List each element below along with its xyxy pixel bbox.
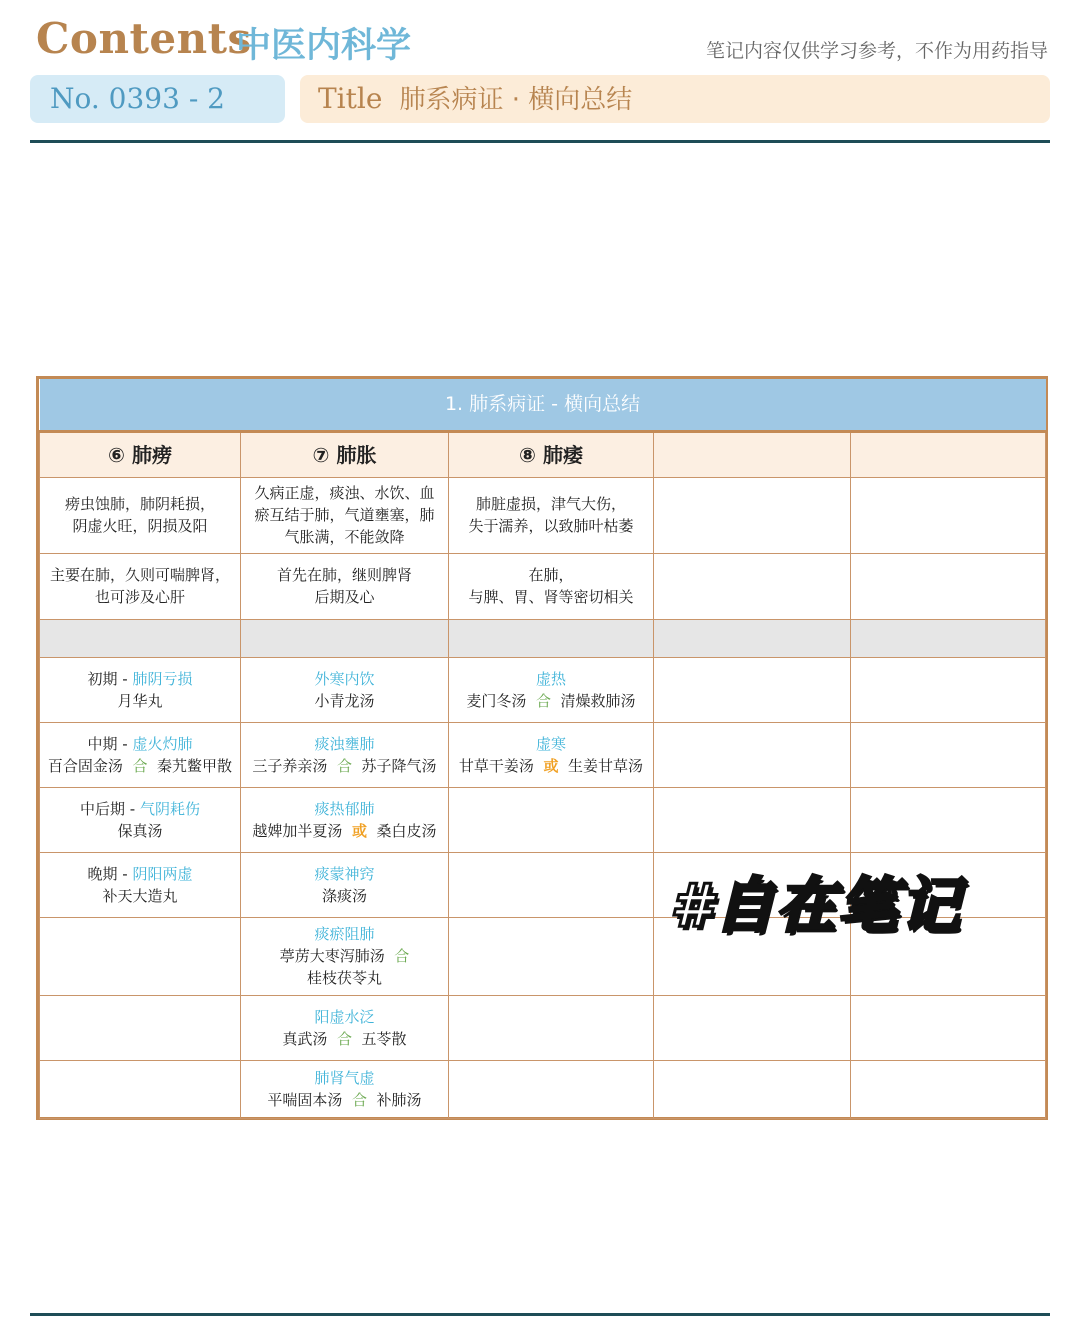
cell-line: [44, 668, 236, 690]
empty-cell: [851, 553, 1046, 619]
empty-cell: [449, 1060, 654, 1118]
table-row: [40, 1060, 1046, 1118]
note-number-box: [30, 75, 285, 123]
gray-cell: [40, 619, 241, 657]
formula-name: 甘草干姜汤: [458, 756, 534, 775]
syndrome-cell: [449, 722, 654, 787]
location-cell: [40, 553, 241, 619]
location-cell: [241, 553, 449, 619]
conjunction: 或: [543, 756, 559, 775]
conjunction: 或: [351, 821, 367, 840]
empty-cell: [654, 553, 851, 619]
formula-name: 保真汤: [117, 821, 163, 840]
formula-name: 补天大造丸: [102, 886, 178, 905]
syndrome-cell: [241, 917, 449, 995]
syndrome-name: 虚寒: [535, 734, 566, 753]
pathogenesis-cell: [40, 477, 241, 553]
cell-line: [245, 945, 444, 967]
watermark-text: #自在笔记: [670, 871, 962, 941]
stage-label: 中期: [87, 734, 118, 753]
table-caption: 1. 肺系病证 - 横向总结: [40, 379, 1046, 431]
cell-line: 肺脏虚损，津气大伤，: [475, 495, 626, 513]
empty-cell: [449, 787, 654, 852]
syndrome-cell: [241, 787, 449, 852]
separator: -: [125, 799, 140, 818]
table-row: [40, 722, 1046, 787]
column-header: [654, 431, 851, 477]
empty-cell: [654, 995, 851, 1060]
formula-name: 越婢加半夏汤: [252, 821, 343, 840]
syndrome-cell: [241, 995, 449, 1060]
pathogenesis-cell: [449, 477, 654, 553]
formula-name: 平喘固本汤: [267, 1091, 343, 1109]
table-row: [40, 477, 1046, 553]
syndrome-name: 虚火灼肺: [132, 734, 193, 753]
formula-name: 桂枝茯苓丸: [306, 969, 382, 987]
cell-line: [245, 755, 444, 777]
cell-line: [245, 1089, 444, 1111]
location-cell: [449, 553, 654, 619]
conjunction: 合: [394, 947, 410, 965]
formula-name: 秦艽鳖甲散: [157, 756, 233, 775]
syndrome-name: 肺阴亏损: [132, 669, 193, 688]
formula-name: 桑白皮汤: [376, 821, 437, 840]
gray-cell: [851, 619, 1046, 657]
footer-divider: [30, 1313, 1050, 1316]
gray-cell: [241, 619, 449, 657]
cell-line: [44, 733, 236, 755]
syndrome-cell: [241, 852, 449, 917]
formula-name: 补肺汤: [376, 1091, 422, 1109]
table-row: [40, 553, 1046, 619]
separator-row: [40, 619, 1046, 657]
cell-line: [453, 690, 649, 712]
cell-line: [245, 1028, 444, 1050]
cell-line: [44, 755, 236, 777]
formula-name: 生姜甘草汤: [568, 756, 644, 775]
formula-name: 小青龙汤: [314, 691, 375, 710]
empty-cell: [449, 995, 654, 1060]
syndrome-name: 外寒内饮: [314, 669, 375, 688]
empty-cell: [40, 1060, 241, 1118]
stage-label: 中后期: [80, 799, 126, 818]
title-label: Title: [318, 82, 383, 115]
cell-line: 阴虚火旺，阴损及阳: [72, 517, 208, 535]
syndrome-cell: [241, 722, 449, 787]
formula-name: 涤痰汤: [321, 886, 367, 905]
syndrome-name: 肺肾气虚: [314, 1069, 375, 1087]
empty-cell: [654, 1060, 851, 1118]
empty-cell: [449, 852, 654, 917]
formula-name: 葶苈大枣泻肺汤: [279, 947, 385, 965]
syndrome-name: 痰热郁肺: [314, 799, 375, 818]
pathogenesis-cell: [241, 477, 449, 553]
empty-cell: [449, 917, 654, 995]
empty-cell: [654, 657, 851, 722]
cell-line: 与脾、胃、肾等密切相关: [468, 588, 634, 606]
separator: -: [117, 669, 133, 688]
formula-name: 清燥救肺汤: [560, 691, 636, 710]
contents-label: Contents: [36, 14, 252, 63]
formula-name: 三子养亲汤: [252, 756, 328, 775]
subject-title: 中医内科学: [236, 26, 412, 66]
syndrome-cell: [449, 657, 654, 722]
syndrome-name: 阳虚水泛: [314, 1007, 375, 1026]
disclaimer-note: 笔记内容仅供学习参考，不作为用药指导: [705, 40, 1048, 62]
separator: -: [117, 864, 133, 883]
empty-cell: [654, 722, 851, 787]
gray-cell: [449, 619, 654, 657]
cell-line: 痨虫蚀肺，肺阴耗损，: [64, 495, 215, 513]
conjunction: 合: [336, 756, 352, 775]
syndrome-cell: [241, 1060, 449, 1118]
cell-line: 久病正虚，痰浊、水饮、血: [254, 484, 435, 502]
note-number: No. 0393 - 2: [50, 82, 225, 115]
syndrome-cell: [40, 852, 241, 917]
conjunction: 合: [336, 1029, 352, 1048]
cell-line: 气胀满，不能敛降: [284, 528, 405, 546]
table-row: [40, 995, 1046, 1060]
syndrome-cell: [40, 722, 241, 787]
syndrome-name: 阴阳两虚: [132, 864, 193, 883]
table-row: [40, 787, 1046, 852]
title-box: [300, 75, 1050, 123]
syndrome-name: 痰蒙神窍: [314, 864, 375, 883]
empty-cell: [851, 787, 1046, 852]
cell-line: [44, 863, 236, 885]
cell-line: 首先在肺，继则脾肾: [276, 566, 412, 584]
cell-line: [44, 798, 236, 820]
cell-line: 主要在肺，久则可喘脾肾，: [49, 566, 230, 584]
column-header: [851, 431, 1046, 477]
stage-label: 初期: [87, 669, 118, 688]
cell-line: [245, 820, 444, 842]
header-divider: [30, 140, 1050, 143]
summary-table: [36, 376, 1048, 1120]
formula-name: 麦门冬汤: [466, 691, 527, 710]
empty-cell: [654, 477, 851, 553]
title-text: 肺系病证 · 横向总结: [399, 85, 633, 115]
separator: -: [117, 734, 133, 753]
empty-cell: [654, 787, 851, 852]
column-header: ⑥ 肺痨: [40, 431, 241, 477]
cell-line: 在肺，: [528, 566, 574, 584]
syndrome-name: 气阴耗伤: [139, 799, 200, 818]
syndrome-cell: [241, 657, 449, 722]
column-header: ⑧ 肺痿: [449, 431, 654, 477]
syndrome-name: 痰瘀阻肺: [314, 925, 375, 943]
empty-cell: [851, 657, 1046, 722]
syndrome-cell: [40, 657, 241, 722]
cell-line: [453, 755, 649, 777]
empty-cell: [851, 1060, 1046, 1118]
cell-line: 瘀互结于肺，气道壅塞，肺: [254, 506, 435, 524]
stage-label: 晚期: [87, 864, 118, 883]
syndrome-name: 虚热: [535, 669, 566, 688]
formula-name: 苏子降气汤: [361, 756, 437, 775]
syndrome-cell: [40, 787, 241, 852]
formula-name: 真武汤: [282, 1029, 328, 1048]
conjunction: 合: [132, 756, 148, 775]
empty-cell: [851, 722, 1046, 787]
formula-name: 月华丸: [117, 691, 163, 710]
empty-cell: [851, 995, 1046, 1060]
cell-line: 也可涉及心肝: [94, 588, 185, 606]
conjunction: 合: [351, 1091, 367, 1109]
gray-cell: [654, 619, 851, 657]
syndrome-name: 痰浊壅肺: [314, 734, 375, 753]
cell-line: 后期及心: [314, 588, 375, 606]
column-header: ⑦ 肺胀: [241, 431, 449, 477]
cell-line: 失于濡养，以致肺叶枯萎: [468, 517, 634, 535]
conjunction: 合: [535, 691, 551, 710]
formula-name: 百合固金汤: [47, 756, 123, 775]
formula-name: 五苓散: [361, 1029, 407, 1048]
table-row: [40, 657, 1046, 722]
empty-cell: [40, 917, 241, 995]
empty-cell: [851, 477, 1046, 553]
empty-cell: [40, 995, 241, 1060]
